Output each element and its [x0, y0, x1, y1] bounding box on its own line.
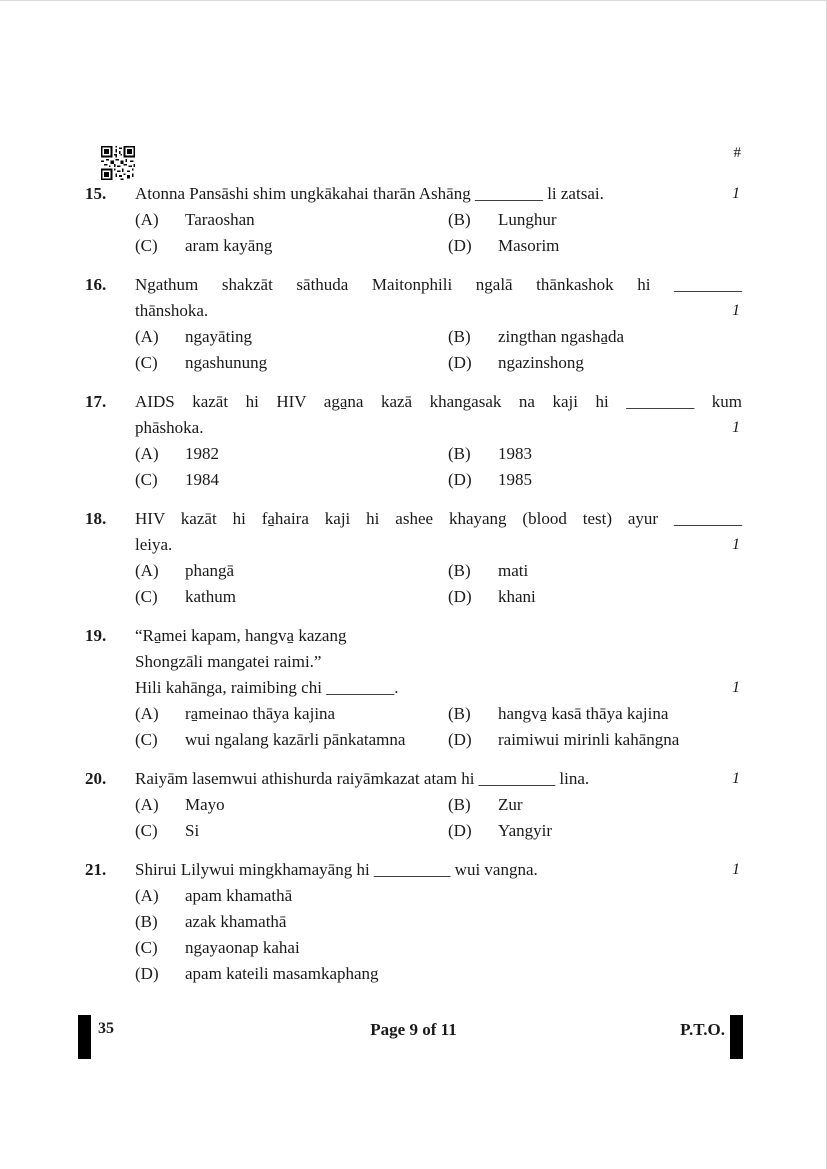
options — [135, 792, 742, 844]
option-label: (D) — [448, 353, 472, 372]
question — [85, 181, 742, 259]
option — [135, 350, 448, 376]
qr-code — [101, 146, 135, 180]
question-number: 21. — [85, 860, 107, 879]
option — [448, 558, 742, 584]
option — [448, 350, 742, 376]
option — [448, 324, 742, 350]
option-text: ngashunung — [185, 353, 268, 372]
option — [135, 467, 448, 493]
question-number: 19. — [85, 626, 107, 645]
option-text: kathum — [185, 587, 236, 606]
option-text: wui ngalang kazārli pānkatamna — [185, 730, 406, 749]
option — [135, 935, 742, 961]
option — [135, 818, 448, 844]
option — [135, 792, 448, 818]
option-text: 1985 — [498, 470, 532, 489]
question-text: Shirui Lilywui mingkhamayāng hi _________ wui vangna. — [135, 860, 538, 879]
option-text: 1984 — [185, 470, 219, 489]
question-body — [135, 623, 742, 753]
question-line — [135, 272, 742, 298]
question-line — [135, 298, 742, 324]
option-text: ra̱meinao thāya kajina — [185, 704, 336, 723]
page-number-label: Page 9 of 11 — [370, 1020, 457, 1039]
option-label: (A) — [135, 886, 159, 905]
question — [85, 857, 742, 987]
question-body — [135, 506, 742, 610]
option-text: apam khamathā — [185, 886, 293, 905]
option-text: 1983 — [498, 444, 532, 463]
question-body — [135, 272, 742, 376]
question — [85, 623, 742, 753]
option-label: (B) — [448, 704, 471, 723]
option — [448, 818, 742, 844]
question-body — [135, 766, 742, 844]
question-text: Ngathum shakzāt sāthuda Maitonphili ngalā thānkashok hi ________ — [135, 275, 742, 294]
question — [85, 506, 742, 610]
question-line — [135, 389, 742, 415]
option-label: (C) — [135, 938, 158, 957]
option-text: Yangyir — [498, 821, 553, 840]
option-label: (D) — [448, 821, 472, 840]
question-mark: 1 — [732, 302, 740, 319]
option-text: 1982 — [185, 444, 219, 463]
question-text: phāshoka. — [135, 418, 204, 437]
option — [448, 441, 742, 467]
question-text: thānshoka. — [135, 301, 209, 320]
question-line — [135, 181, 742, 207]
question-line — [135, 766, 742, 792]
question — [85, 389, 742, 493]
option-text: azak khamathā — [185, 912, 287, 931]
option-text: phangā — [185, 561, 235, 580]
option-text: zingthan ngasha̱da — [498, 327, 625, 346]
question-line — [135, 532, 742, 558]
option — [135, 324, 448, 350]
option-text: ngayaonap kahai — [185, 938, 300, 957]
question-number: 18. — [85, 509, 107, 528]
option-text: Si — [185, 821, 200, 840]
question-body — [135, 389, 742, 493]
question-mark: 1 — [732, 861, 740, 878]
question-text: Atonna Pansāshi shim ungkākahai tharān Ashāng ________ li zatsai. — [135, 184, 604, 203]
question-text: AIDS kazāt hi HIV aga̱na kazā khangasak na kaji hi ________ kum — [135, 392, 742, 411]
options — [135, 558, 742, 610]
option-text: raimiwui mirinli kahāngna — [498, 730, 680, 749]
option-text: Zur — [498, 795, 523, 814]
option-label: (A) — [135, 327, 159, 346]
option-label: (B) — [448, 561, 471, 580]
option-label: (A) — [135, 704, 159, 723]
option-label: (D) — [448, 587, 472, 606]
question-mark: 1 — [732, 679, 740, 696]
options — [135, 701, 742, 753]
question-line — [135, 506, 742, 532]
questions — [85, 181, 742, 1000]
option-text: aram kayāng — [185, 236, 273, 255]
option — [135, 233, 448, 259]
question-number: 16. — [85, 275, 107, 294]
option-label: (B) — [448, 327, 471, 346]
options — [135, 441, 742, 493]
option-label: (D) — [135, 964, 159, 983]
option — [448, 233, 742, 259]
option-label: (B) — [135, 912, 158, 931]
question-mark: 1 — [732, 419, 740, 436]
option — [448, 467, 742, 493]
option-label: (B) — [448, 210, 471, 229]
question-text: Hili kahānga, raimibing chi ________. — [135, 678, 399, 697]
options — [135, 207, 742, 259]
option — [135, 961, 742, 987]
option-text: mati — [498, 561, 529, 580]
question-text: leiya. — [135, 535, 173, 554]
option-label: (C) — [135, 587, 158, 606]
option — [135, 558, 448, 584]
option-label: (A) — [135, 561, 159, 580]
option — [135, 441, 448, 467]
option-label: (C) — [135, 470, 158, 489]
question-mark: 1 — [732, 185, 740, 202]
question-number: 20. — [85, 769, 107, 788]
option-text: apam kateili masamkaphang — [185, 964, 379, 983]
question-line — [135, 857, 742, 883]
option-label: (A) — [135, 444, 159, 463]
option-label: (D) — [448, 470, 472, 489]
option-text: Lunghur — [498, 210, 557, 229]
question-line — [135, 623, 742, 649]
question — [85, 766, 742, 844]
option-text: Mayo — [185, 795, 225, 814]
option-label: (D) — [448, 236, 472, 255]
question-number: 15. — [85, 184, 107, 203]
pto-label: P.T.O. — [680, 1020, 725, 1039]
question-text: HIV kazāt hi fa̱haira kaji hi ashee khayang (blood test) ayur ________ — [135, 509, 742, 528]
option — [135, 909, 742, 935]
option — [135, 883, 742, 909]
question — [85, 272, 742, 376]
question-text: Raiyām lasemwui athishurda raiyāmkazat atam hi _________ lina. — [135, 769, 590, 788]
option — [448, 727, 742, 753]
question-mark: 1 — [732, 536, 740, 553]
option-text: hangva̱ kasā thāya kajina — [498, 704, 669, 723]
option-label: (A) — [135, 210, 159, 229]
question-line — [135, 649, 742, 675]
option-label: (B) — [448, 444, 471, 463]
option — [135, 207, 448, 233]
option-text: khani — [498, 587, 536, 606]
option — [135, 584, 448, 610]
option — [448, 207, 742, 233]
option — [448, 701, 742, 727]
option-label: (C) — [135, 236, 158, 255]
question-mark: 1 — [732, 770, 740, 787]
question-line — [135, 415, 742, 441]
question-line — [135, 675, 742, 701]
options — [135, 883, 742, 987]
page-footer — [0, 1015, 827, 1059]
option — [448, 792, 742, 818]
paper-code: 35 — [98, 1020, 114, 1037]
hash-mark: # — [733, 145, 741, 161]
option-text: Masorim — [498, 236, 560, 255]
question-number: 17. — [85, 392, 107, 411]
option-label: (D) — [448, 730, 472, 749]
question-body — [135, 181, 742, 259]
question-body — [135, 857, 742, 987]
option-label: (A) — [135, 795, 159, 814]
option-label: (C) — [135, 730, 158, 749]
option-label: (B) — [448, 795, 471, 814]
option-label: (C) — [135, 353, 158, 372]
question-text: Shongzāli mangatei raimi.” — [135, 652, 322, 671]
option — [448, 584, 742, 610]
option-text: Taraoshan — [185, 210, 255, 229]
option — [135, 701, 448, 727]
options — [135, 324, 742, 376]
option — [135, 727, 448, 753]
option-text: ngayāting — [185, 327, 253, 346]
question-text: “Ra̱mei kapam, hangva̱ kazang — [135, 626, 347, 645]
option-label: (C) — [135, 821, 158, 840]
footer-right-bar — [730, 1015, 743, 1059]
option-text: ngazinshong — [498, 353, 584, 372]
